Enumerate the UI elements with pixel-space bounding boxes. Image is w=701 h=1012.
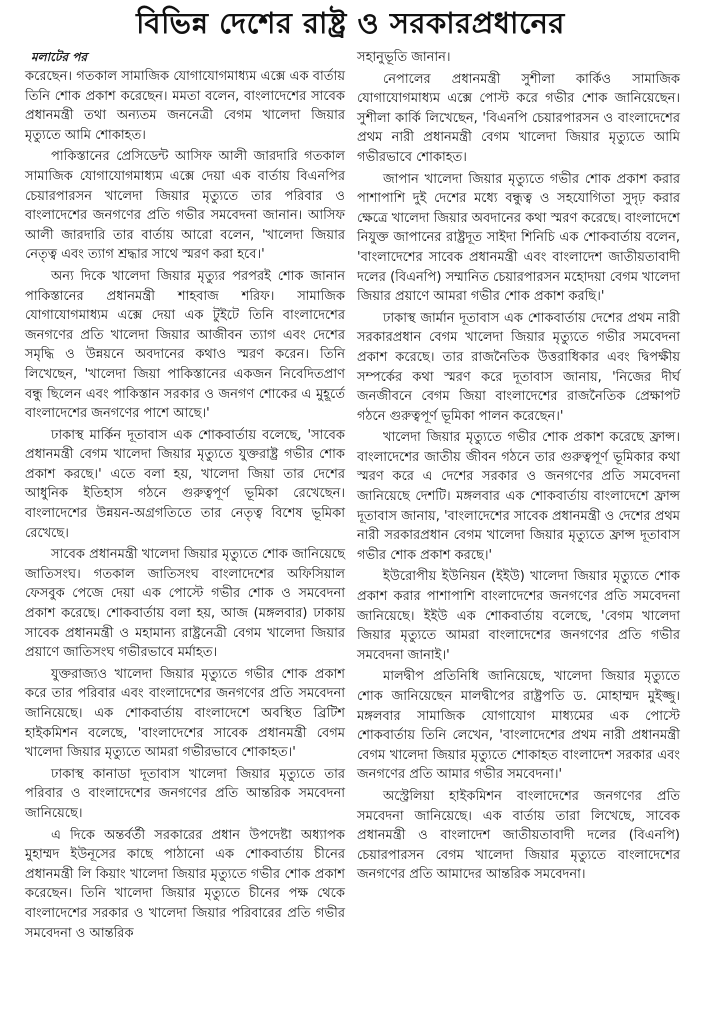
paragraph: যুক্তরাজ্যও খালেদা জিয়ার মৃত্যুতে গভীর শোক প্রকাশ করে তার পরিবার এবং বাংলাদেশের জনগণের প্রতি সমবেদনা জানিয়েছে। এক শোকবার্তায় বাংলাদেশে অবস্থিত ব্রিটিশ হাইকমিশন বলেছে, 'বাংলাদেশের সাবেক প্রধানমন্ত্রী বেগম খালেদা জিয়ার মৃত্যুতে আমরা গভীরভাবে শোকাহত।' [25,666,345,761]
paragraph: এ দিকে অন্তর্বর্তী সরকারের প্রধান উপদেষ্টা অধ্যাপক মুহাম্মদ ইউনূসের কাছে পাঠানো এক শোকবার্তায় চীনের প্রধানমন্ত্রী লি কিয়াং খালেদা জিয়ার মৃত্যুতে গভীর শোক প্রকাশ করেছেন। তিনি খালেদা জিয়ার মৃত্যুতে চীনের পক্ষ থেকে বাংলাদেশের সরকার ও খালেদা জিয়ার পরিবারের প্রতি গভীর সমবেদনা ও আন্তরিক [25,827,345,941]
paragraph: সাবেক প্রধানমন্ত্রী খালেদা জিয়ার মৃত্যুতে শোক জানিয়েছে জাতিসংঘ। গতকাল জাতিসংঘ বাংলাদেশের অফিসিয়াল ফেসবুক পেজে দেয়া এক পোস্টে গভীর শোক ও সমবেদনা প্রকাশ করেছে। শোকবার্তায় বলা হয়, আজ (মঙ্গলবার) ঢাকায় সাবেক প্রধানমন্ত্রী ও মহামান্য রাষ্ট্রনেত্রী বেগম খালেদা জিয়ার প্রয়াণে জাতিসংঘ গভীরভাবে মর্মাহত। [25,547,345,661]
paragraph: অস্ট্রেলিয়া হাইকমিশন বাংলাদেশের জনগণের প্রতি সমবেদনা জানিয়েছে। এক বার্তায় তারা লিখেছে, সাবেক প্রধানমন্ত্রী ও বাংলাদেশ জাতীয়তাবাদী দলের (বিএনপি) চেয়ারপারসন বেগম খালেদা জিয়ার মৃত্যুতে বাংলাদেশের জনগণের প্রতি আমাদের আন্তরিক সমবেদনা। [357,788,680,883]
paragraph: জাপান খালেদা জিয়ার মৃত্যুতে গভীর শোক প্রকাশ করার পাশাপাশি দুই দেশের মধ্যে বন্ধুত্ব ও সহযোগিতা সুদৃঢ় করার ক্ষেত্রে খালেদা জিয়ার অবদানের কথা স্মরণ করেছে। বাংলাদেশে নিযুক্ত জাপানের রাষ্ট্রদূত সাইদা শিনিচি এক শোকবার্তায় বলেন, 'বাংলাদেশের সাবেক প্রধানমন্ত্রী এবং বাংলাদেশ জাতীয়তাবাদী দলের (বিএনপি) সম্মানিত চেয়ারপারসন মহোদয়া বেগম খালেদা জিয়ার প্রয়াণে আমরা গভীর শোক প্রকাশ করছি।' [357,171,680,305]
paragraph: ঢাকাস্থ মার্কিন দূতাবাস এক শোকবার্তায় বলেছে, 'সাবেক প্রধানমন্ত্রী বেগম খালেদা জিয়ার মৃত্যুতে যুক্তরাষ্ট্র গভীর শোক প্রকাশ করছে।' এতে বলা হয়, খালেদা জিয়া তার দেশের আধুনিক ইতিহাস গঠনে গুরুত্বপূর্ণ ভূমিকা রেখেছেন। বাংলাদেশের উন্নয়ন-অগ্রগতিতে তার নেতৃত্ব বিশেষ ভূমিকা রেখেছে। [25,427,345,541]
paragraph: সহানুভূতি জানান। [357,50,451,65]
paragraph: করেছেন। গতকাল সামাজিক যোগাযোগমাধ্যম এক্সে এক বার্তায় তিনি শোক প্রকাশ করেছেন। মমতা বলেন, বাংলাদেশের সাবেক প্রধানমন্ত্রী তথা অন্যতম জননেত্রী বেগম খালেদা জিয়ার মৃত্যুতে আমি শোকাহত। [25,69,345,143]
article-body [0,48,701,945]
paragraph: মালদ্বীপ প্রতিনিধি জানিয়েছে, খালেদা জিয়ার মৃত্যুতে শোক জানিয়েছেন মালদ্বীপের রাষ্ট্রপতি ড. মোহাম্মদ মুইজ্জু। মঙ্গলবার সামাজিক যোগাযোগ মাধ্যমের এক পোস্টে শোকবার্তায় তিনি লেখেন, 'বাংলাদেশের প্রথম নারী প্রধানমন্ত্রী বেগম খালেদা জিয়ার মৃত্যুতে শোকাহত বাংলাদেশ সরকার এবং জনগণের প্রতি আমার গভীর সমবেদনা।' [357,669,680,783]
paragraph: নেপালের প্রধানমন্ত্রী সুশীলা কার্কিও সামাজিক যোগাযোগমাধ্যম এক্সে পোস্ট করে গভীর শোক জানিয়েছেন। সুশীলা কার্কি লিখেছেন, 'বিএনপি চেয়ারপারসন ও বাংলাদেশের প্রথম নারী প্রধানমন্ত্রী বেগম খালেদা জিয়ার মৃত্যুতে আমি গভীরভাবে শোকাহত। [357,71,680,165]
left-column [25,48,345,945]
paragraph: খালেদা জিয়ার মৃত্যুতে গভীর শোক প্রকাশ করেছে ফ্রান্স। বাংলাদেশের জাতীয় জীবন গঠনে তার গুরুত্বপূর্ণ ভূমিকার কথা স্মরণ করে এ দেশের সরকার ও জনগণের প্রতি সমবেদনা জানিয়েছে দেশটি। মঙ্গলবার এক শোকবার্তায় বাংলাদেশে ফ্রান্স দূতাবাস জানায়, 'বাংলাদেশের সাবেক প্রধানমন্ত্রী ও দেশের প্রথম নারী সরকারপ্রধান বেগম খালেদা জিয়ার মৃত্যুতে ফ্রান্স দূতাবাস গভীর শোক প্রকাশ করছে।' [357,430,680,563]
headline: বিভিন্ন দেশের রাষ্ট্র ও সরকারপ্রধানের [136,6,565,40]
paragraph: ঢাকাস্থ কানাডা দূতাবাস খালেদা জিয়ার মৃত্যুতে তার পরিবার ও বাংলাদেশের জনগণের প্রতি আন্তরিক সমবেদনা জানিয়েছে। [25,766,345,821]
continued-from-label: মলাটের পর [31,50,87,64]
paragraph: অন্য দিকে খালেদা জিয়ার মৃত্যুর পরপরই শোক জানান পাকিস্তানের প্রধানমন্ত্রী শাহবাজ শরিফ। সামাজিক যোগাযোগমাধ্যম এক্সে দেয়া এক টুইটে তিনি বাংলাদেশের জনগণের প্রতি খালেদা জিয়ার আজীবন ত্যাগ এবং দেশের সমৃদ্ধি ও উন্নয়নে অবদানের কথাও স্মরণ করেন। তিনি লিখেছেন, 'খালেদা জিয়া পাকিস্তানের একজন নিবেদিতপ্রাণ বন্ধু ছিলেন এবং পাকিস্তান সরকার ও জনগণ শোকের এ মুহূর্তে বাংলাদেশের জনগণের পাশে আছে।' [25,268,345,422]
right-column [357,48,680,887]
paragraph: পাকিস্তানের প্রেসিডেন্ট আসিফ আলী জারদারি গতকাল সামাজিক যোগাযোগমাধ্যম এক্সে দেয়া এক বার্তায় বিএনপির চেয়ারপারসন খালেদা জিয়ার মৃত্যুতে তার পরিবার ও বাংলাদেশের জনগণের প্রতি গভীর সমবেদনা জানান। আসিফ আলী জারদারি তার বার্তায় আরো বলেন, 'খালেদা জিয়ার নেতৃত্ব এবং ত্যাগ শ্রদ্ধার সাথে স্মরণ করা হবে।' [25,149,345,263]
paragraph: ইউরোপীয় ইউনিয়ন (ইইউ) খালেদা জিয়ার মৃত্যুতে শোক প্রকাশ করার পাশাপাশি বাংলাদেশের জনগণের প্রতি সমবেদনা জানিয়েছে। ইইউ এক শোকবার্তায় বলেছে, 'বেগম খালেদা জিয়ার মৃত্যুতে আমরা বাংলাদেশের জনগণের প্রতি গভীর সমবেদনা জানাই।' [357,569,680,663]
paragraph: ঢাকাস্থ জার্মান দূতাবাস এক শোকবার্তায় দেশের প্রথম নারী সরকারপ্রধান বেগম খালেদা জিয়ার মৃত্যুতে গভীর সমবেদনা প্রকাশ করেছে। তার রাজনৈতিক উত্তরাধিকার এবং দ্বিপক্ষীয় সম্পর্কের কথা স্মরণ করে দূতাবাস জানায়, 'নিজের দীর্ঘ জনজীবনে বেগম জিয়া বাংলাদেশের রাজনৈতিক প্রেক্ষাপট গঠনে গুরুত্বপূর্ণ ভূমিকা পালন করেছেন।' [357,310,680,424]
